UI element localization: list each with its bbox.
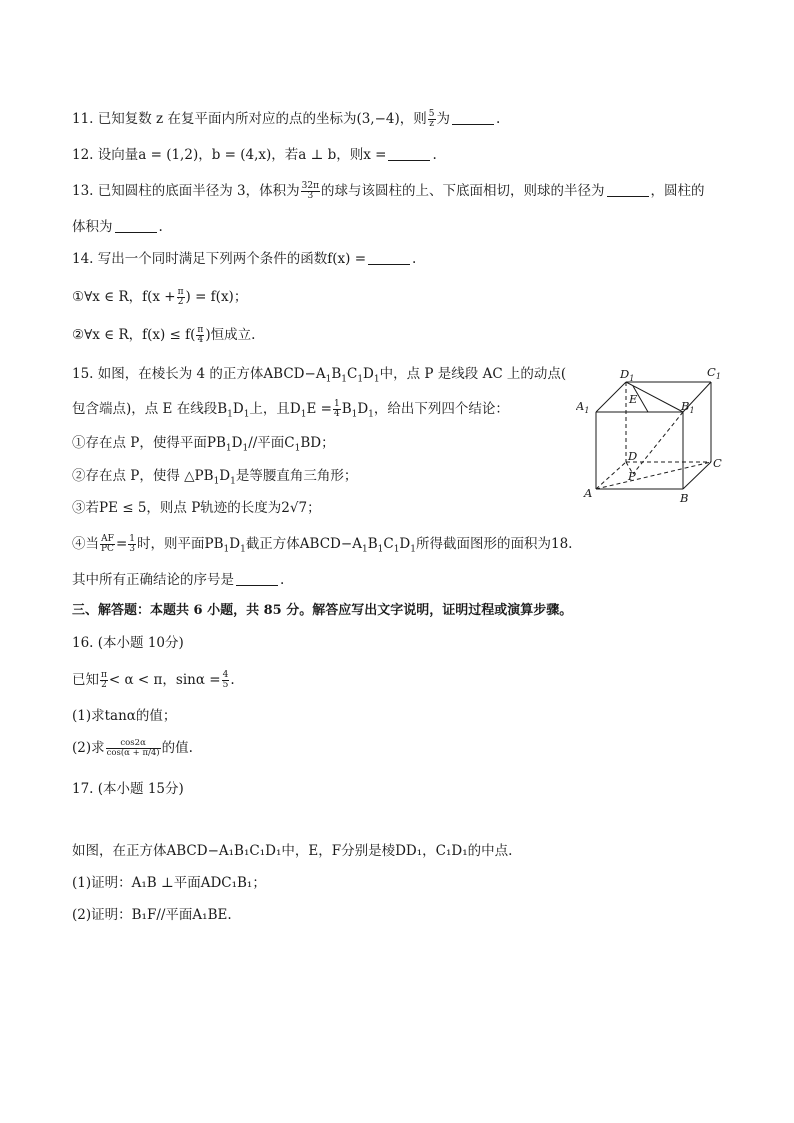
answer-blank[interactable]: [368, 250, 410, 265]
edge-BC: [683, 462, 711, 489]
answer-blank[interactable]: [452, 110, 494, 125]
question-17-stem: 如图，在正方体ABCD−A₁B₁C₁D₁中，E，F分别是棱DD₁，C₁D₁的中点.: [72, 843, 513, 859]
answer-blank[interactable]: [388, 146, 430, 161]
answer-blank[interactable]: [236, 571, 278, 586]
edge-A1D1: [596, 382, 626, 412]
hidden-edge-AD: [596, 462, 626, 489]
question-15-statement-3: ③若PE ≤ 5，则点 P轨迹的长度为2√7；: [72, 500, 321, 516]
fraction: $\frac{AF}{PC}$: [101, 534, 114, 554]
question-15-statement-1: ①存在点 P，使得平面$PB_1D_1//$平面$C_1BD$；: [72, 435, 335, 454]
label-E: E: [629, 392, 638, 406]
fraction: $\frac{\pi}{4}$: [197, 325, 204, 345]
hidden-segment-B1P: [633, 412, 683, 474]
question-15-line2: 包含端点)，点 E 在线段$B_1D_1$上，且$D_1E$ = $\frac{1}{4}$ $B_1D_1$，给出下列四个结论：: [72, 399, 509, 420]
question-16-part-2: (2)求 $\frac{\cos 2\alpha}{\cos(\alpha + \pi/4)}$ 的值.: [72, 738, 193, 758]
question-17-head: 17. (本小题 15分): [72, 781, 184, 797]
answer-blank[interactable]: [607, 182, 649, 197]
fraction: $\frac{4}{5}$: [222, 670, 229, 690]
question-15-statement-2: ②存在点 P，使得 $\triangle PB_1D_1$是等腰直角三角形；: [72, 468, 358, 487]
label-C: C: [713, 456, 722, 470]
fraction: $\frac{1}{4}$: [333, 399, 340, 419]
question-15-ask: 其中所有正确结论的序号是 .: [72, 572, 285, 588]
label-A: A: [584, 486, 593, 500]
question-14-condition-1: ①∀x ∈ R，f(x + $\frac{\pi}{2}$ ) = f(x)；: [72, 287, 248, 307]
question-13: 13. 已知圆柱的底面半径为 3，体积为 $\frac{32\pi}{3}$ 的球与该圆柱的上、下底面相切，则球的半径为 ，圆柱的: [72, 181, 705, 201]
question-15: 15. 如图，在棱长为 4 的正方体$ABCD-A_1B_1C_1D_1$中，点 P 是线段 AC 上的动点(: [72, 366, 567, 385]
label-D: D: [628, 449, 638, 463]
hidden-diagonal-AC: [596, 462, 711, 489]
fraction: $\frac{1}{3}$: [129, 534, 135, 554]
question-17-part-1: (1)证明：A₁B ⊥平面ADC₁B₁；: [72, 875, 266, 891]
question-11: 11. 已知复数 z 在复平面内所对应的点的坐标为(3,−4)，则 $\frac{5}{z}$ 为 .: [72, 109, 501, 129]
fraction: $\frac{\pi}{2}$: [101, 670, 107, 690]
question-15-statement-4: ④当 $\frac{AF}{PC}$ = $\frac{1}{3}$ 时，则平面$PB_1D_1$截正方体$ABCD-A_1B_1C_1D_1$所得截面图形的面积为18.: [72, 534, 573, 555]
answer-blank[interactable]: [115, 218, 157, 233]
label-C1: $C_1$: [707, 365, 721, 381]
question-12: 12. 设向量a = (1,2)，b = (4,x)，若a ⊥ b，则x = .: [72, 147, 437, 163]
question-16-part-1: (1)求tanα的值；: [72, 708, 177, 724]
question-14-condition-2: ②∀x ∈ R，f(x) ≤ f( $\frac{\pi}{4}$ )恒成立.: [72, 325, 256, 345]
fraction: $\frac{\cos 2\alpha}{\cos(\alpha + \pi/4)}$: [106, 738, 160, 758]
label-P: P: [628, 469, 636, 483]
question-16-stem: 已知 $\frac{\pi}{2}$ < α < π，sinα = $\frac{4}{5}$ .: [72, 670, 235, 690]
question-14: 14. 写出一个同时满足下列两个条件的函数f(x) = .: [72, 251, 417, 267]
cube-figure: [576, 362, 726, 510]
question-16-head: 16. (本小题 10分): [72, 635, 184, 651]
fraction: $\frac{5}{z}$: [428, 109, 435, 129]
label-D1: $D_1$: [620, 367, 635, 383]
section-3-heading: 三、解答题：本题共 6 小题，共 85 分。解答应写出文字说明，证明过程或演算步骤。: [72, 603, 573, 618]
question-13-line2: 体积为 .: [72, 219, 163, 235]
label-B1: $B_1$: [681, 399, 695, 415]
label-A1: $A_1$: [576, 399, 590, 415]
question-17-part-2: (2)证明：B₁F//平面A₁BE.: [72, 907, 232, 923]
fraction: $\frac{32\pi}{3}$: [301, 181, 320, 201]
fraction: $\frac{\pi}{2}$: [177, 287, 184, 307]
label-B: B: [680, 491, 689, 505]
